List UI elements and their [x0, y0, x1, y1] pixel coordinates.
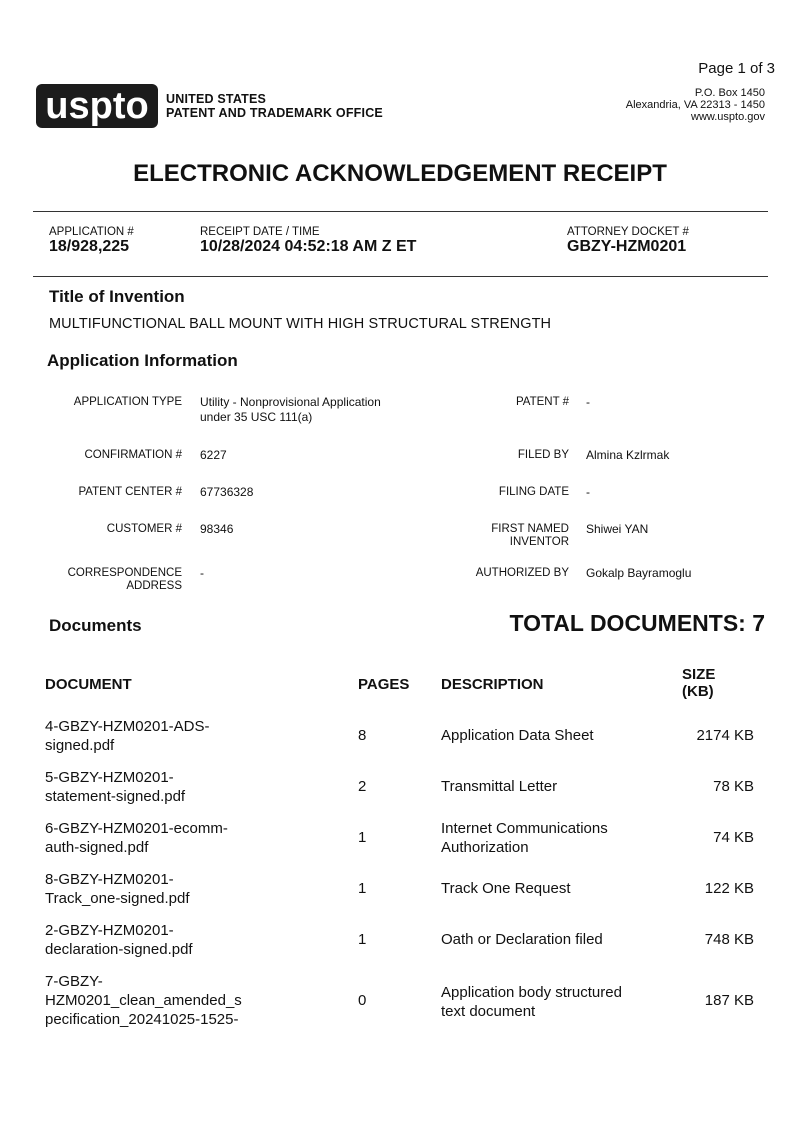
- attorney-docket-block: [567, 226, 689, 256]
- description-line: Internet Communications: [441, 820, 608, 837]
- column-header-size-line-1: SIZE: [682, 666, 716, 683]
- table-row-size: 748 KB: [704, 931, 754, 948]
- application-number-value: 18/928,225: [49, 238, 130, 255]
- document-name-line: statement-signed.pdf: [45, 788, 186, 805]
- table-row-document: [45, 921, 193, 959]
- document-name-line: 5-GBZY-HZM0201-: [45, 769, 174, 786]
- table-row-description: Track One Request: [441, 880, 571, 897]
- table-row-size: 2174 KB: [696, 727, 754, 744]
- receipt-date-label: RECEIPT DATE / TIME: [200, 226, 320, 238]
- document-name-line: 6-GBZY-HZM0201-ecomm-: [45, 820, 228, 837]
- patent-center-value: 67736328: [200, 485, 254, 499]
- table-row-size: 122 KB: [704, 880, 754, 897]
- attorney-docket-label: ATTORNEY DOCKET #: [567, 226, 689, 238]
- table-row-description: Transmittal Letter: [441, 778, 558, 795]
- first-inventor-label: [419, 523, 569, 549]
- office-name: [166, 92, 383, 120]
- divider-bottom: [33, 276, 768, 277]
- filing-date-label: FILING DATE: [498, 486, 569, 498]
- website: www.uspto.gov: [691, 111, 765, 123]
- first-inventor-value: Shiwei YAN: [586, 522, 649, 536]
- customer-label: CUSTOMER #: [106, 523, 182, 535]
- first-inventor-label-line-2: INVENTOR: [509, 536, 569, 548]
- address-line-2: Alexandria, VA 22313 - 1450: [625, 99, 765, 111]
- confirmation-label: CONFIRMATION #: [84, 449, 182, 461]
- receipt-date-block: [200, 226, 416, 256]
- table-row-document: [45, 768, 185, 806]
- page-title: ELECTRONIC ACKNOWLEDGEMENT RECEIPT: [133, 160, 667, 187]
- table-row-document: [45, 717, 210, 755]
- patent-center-label: PATENT CENTER #: [78, 486, 182, 498]
- application-number-block: [49, 226, 134, 256]
- document-name-line: Track_one-signed.pdf: [45, 890, 190, 907]
- filed-by-label: FILED BY: [517, 449, 569, 461]
- description-line: Authorization: [441, 839, 529, 856]
- document-name-line: 8-GBZY-HZM0201-: [45, 871, 174, 888]
- table-row-pages: 2: [358, 778, 367, 795]
- app-info-heading: Application Information: [47, 351, 238, 370]
- uspto-logo: [36, 84, 158, 128]
- table-row-size: 187 KB: [704, 992, 754, 1009]
- document-name-line: 2-GBZY-HZM0201-: [45, 922, 174, 939]
- receipt-date-value: 10/28/2024 04:52:18 AM Z ET: [200, 238, 417, 255]
- table-row-pages: 1: [358, 880, 367, 897]
- application-type-line-1: Utility - Nonprovisional Application: [200, 395, 381, 409]
- invention-title: MULTIFUNCTIONAL BALL MOUNT WITH HIGH STRUCTURAL STRENGTH: [49, 316, 552, 332]
- table-row-description: [441, 983, 622, 1021]
- description-line: text document: [441, 1003, 536, 1020]
- total-documents: TOTAL DOCUMENTS: 7: [509, 610, 765, 636]
- table-row-pages: 0: [358, 992, 367, 1009]
- patent-number-value: -: [586, 395, 590, 409]
- correspondence-label-line-2: ADDRESS: [126, 580, 182, 592]
- address-line-1: P.O. Box 1450: [694, 87, 765, 99]
- divider-top: [33, 211, 768, 212]
- column-header-size-line-2: (KB): [682, 683, 714, 700]
- table-row-description: [441, 819, 608, 857]
- page-indicator: Page 1 of 3: [698, 60, 775, 77]
- patent-number-label: PATENT #: [515, 396, 569, 408]
- table-row-pages: 1: [358, 931, 367, 948]
- table-row-pages: 1: [358, 829, 367, 846]
- filing-date-value: -: [586, 485, 590, 499]
- correspondence-label: [32, 567, 182, 593]
- table-row-description: Application Data Sheet: [441, 727, 594, 744]
- column-header-description: DESCRIPTION: [441, 676, 544, 693]
- invention-heading: Title of Invention: [49, 287, 185, 306]
- document-name-line: signed.pdf: [45, 737, 115, 754]
- first-inventor-label-line-1: FIRST NAMED: [491, 523, 569, 535]
- table-row-document: [45, 972, 242, 1029]
- column-header-document: DOCUMENT: [45, 676, 132, 693]
- logo-text: uspto: [45, 85, 149, 127]
- document-name-line: HZM0201_clean_amended_s: [45, 992, 242, 1009]
- table-row-pages: 8: [358, 727, 367, 744]
- office-line-2: PATENT AND TRADEMARK OFFICE: [166, 106, 383, 120]
- column-header-size: [682, 666, 715, 700]
- application-type-value: [200, 395, 381, 425]
- confirmation-value: 6227: [200, 448, 227, 462]
- correspondence-label-line-1: CORRESPONDENCE: [67, 567, 182, 579]
- customer-value: 98346: [200, 522, 234, 536]
- application-type-line-2: under 35 USC 111(a): [200, 410, 313, 424]
- table-row-size: 78 KB: [713, 778, 754, 795]
- description-line: Application body structured: [441, 984, 622, 1001]
- application-number-label: APPLICATION #: [49, 226, 134, 238]
- table-row-description: Oath or Declaration filed: [441, 931, 603, 948]
- office-address: [626, 87, 765, 123]
- table-row-document: [45, 819, 228, 857]
- table-row-size: 74 KB: [713, 829, 754, 846]
- attorney-docket-value: GBZY-HZM0201: [567, 238, 687, 255]
- office-line-1: UNITED STATES: [166, 92, 267, 106]
- filed-by-value: Almina Kzlrmak: [586, 448, 670, 462]
- document-name-line: auth-signed.pdf: [45, 839, 149, 856]
- document-name-line: 4-GBZY-HZM0201-ADS-: [45, 718, 210, 735]
- table-row-document: [45, 870, 190, 908]
- authorized-by-value: Gokalp Bayramoglu: [586, 566, 692, 580]
- application-type-label: APPLICATION TYPE: [73, 396, 182, 408]
- correspondence-value: -: [200, 566, 204, 580]
- authorized-by-label: AUTHORIZED BY: [475, 567, 569, 579]
- column-header-pages: PAGES: [358, 676, 410, 693]
- document-name-line: 7-GBZY-: [45, 973, 103, 990]
- document-name-line: declaration-signed.pdf: [45, 941, 193, 958]
- document-name-line: pecification_20241025-1525-: [45, 1011, 239, 1028]
- documents-heading: Documents: [49, 616, 142, 635]
